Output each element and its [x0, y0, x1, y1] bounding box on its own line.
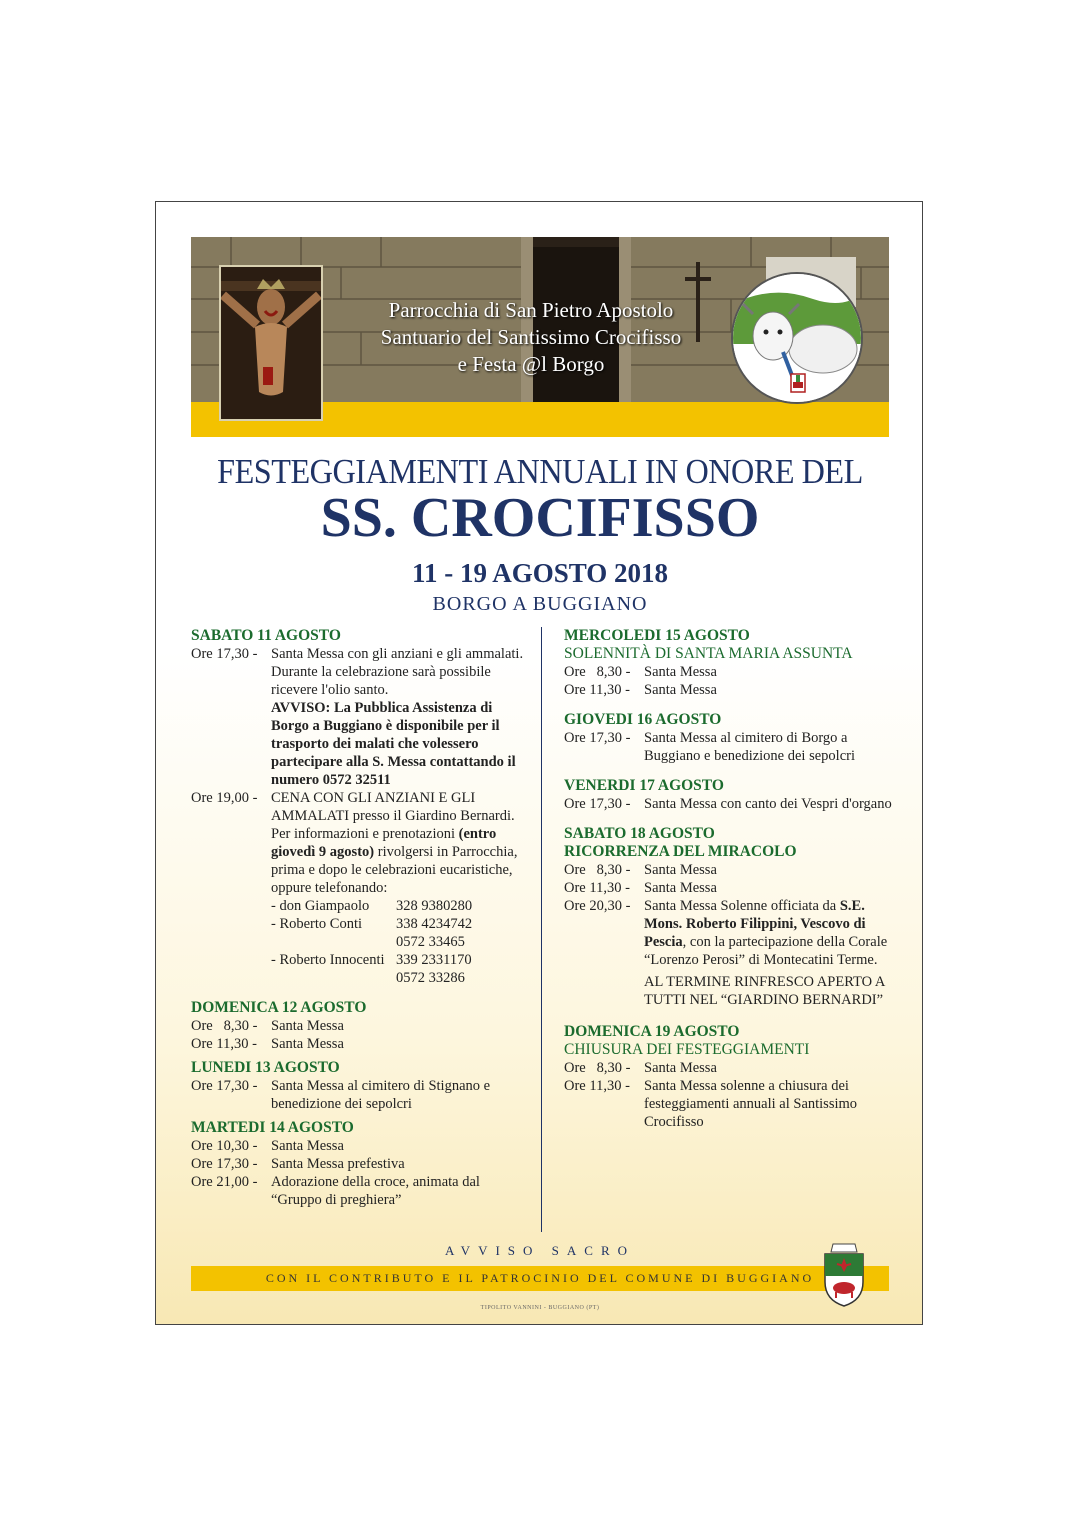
day-heading-ven17: VENERDI 17 AGOSTO — [564, 777, 724, 794]
schedule-time: Ore 8,30 - — [564, 1060, 635, 1076]
schedule-desc: Santa Messa — [644, 862, 717, 878]
schedule-item — [191, 1173, 531, 1209]
header-line1: Parrocchia di San Pietro Apostolo — [388, 298, 674, 322]
contact-phone: 328 9380280 — [396, 898, 473, 914]
desc-part: Santa Messa Solenne officiata da — [644, 898, 840, 914]
schedule-item — [564, 1077, 894, 1131]
header-line2: Santuario del Santissimo Crocifisso — [380, 325, 682, 349]
schedule-time: Ore 11,30 - — [564, 880, 634, 896]
schedule-desc — [271, 789, 531, 897]
poster — [155, 201, 923, 1325]
contact-row — [191, 915, 531, 933]
desc-bishop: S.E. Mons. Roberto Filippini, Vescovo di Pescia — [644, 898, 866, 950]
schedule-time: Ore 8,30 - — [564, 664, 635, 680]
schedule-item — [191, 1035, 531, 1053]
day-heading-dom12: DOMENICA 12 AGOSTO — [191, 999, 367, 1016]
contact-name-empty — [271, 969, 396, 987]
schedule-item — [564, 861, 894, 879]
column-divider — [541, 627, 542, 1232]
schedule-desc: Santa Messa — [271, 1138, 344, 1154]
schedule-item — [191, 645, 531, 699]
schedule-item — [564, 729, 894, 765]
schedule-desc: Santa Messa — [271, 1018, 344, 1034]
title-main: SS. CROCIFISSO — [320, 487, 760, 549]
title-line1: FESTEGGIAMENTI ANNUALI IN ONORE DEL — [217, 452, 863, 491]
reception-notice: AL TERMINE RINFRESCO APERTO A TUTTI NEL “GIARDINO BERNARDI” — [644, 974, 885, 1008]
schedule-time: Ore 17,30 - — [191, 1078, 262, 1094]
schedule-item — [564, 663, 894, 681]
schedule-item — [564, 897, 894, 969]
crucifix-photo — [219, 265, 323, 421]
schedule-item — [191, 1137, 531, 1155]
schedule-time: Ore 20,30 - — [564, 898, 635, 914]
schedule-item — [564, 681, 894, 699]
schedule-time: Ore 17,30 - — [564, 730, 635, 746]
schedule-item — [191, 1017, 531, 1035]
schedule-time: Ore 17,30 - — [191, 646, 262, 662]
printer-credit: TIPOLITO VANNINI - BUGGIANO (PT) — [480, 1305, 600, 1311]
contact-phone: 0572 33465 — [396, 934, 465, 950]
contact-row — [191, 933, 531, 951]
festa-logo — [731, 272, 863, 404]
schedule-desc: Adorazione della croce, animata dal “Gruppo di preghiera” — [271, 1174, 480, 1208]
contact-phone: 339 2331170 — [396, 952, 472, 968]
schedule-desc: Santa Messa con gli anziani e gli ammalati. Durante la celebrazione sarà possibile ricevere l'olio santo. — [271, 646, 524, 698]
day-heading-sab18: SABATO 18 AGOSTO — [564, 825, 715, 842]
schedule-desc: Santa Messa con canto dei Vespri d'organo — [644, 796, 892, 812]
desc-part: rivolgersi in Parrocchia, prima e dopo le celebrazioni eucaristiche, oppure telefonando: — [271, 844, 518, 896]
schedule-desc: Santa Messa al cimitero di Stignano e benedizione dei sepolcri — [271, 1078, 491, 1112]
contact-phone: 0572 33286 — [396, 970, 465, 986]
header-line3: e Festa @l Borgo — [457, 352, 605, 376]
header-banner — [191, 237, 889, 437]
schedule-time: Ore 11,30 - — [564, 682, 634, 698]
day-subheading: RICORRENZA DEL MIRACOLO — [564, 843, 797, 860]
contact-row — [191, 951, 531, 969]
avviso-sacro: AVVISO SACRO — [444, 1243, 636, 1258]
schedule-desc: Santa Messa solenne a chiusura dei festeggiamenti annuali al Santissimo Crocifisso — [644, 1078, 858, 1130]
program-right-column — [564, 627, 894, 1131]
day-heading-mer15: MERCOLEDI 15 AGOSTO — [564, 627, 750, 644]
desc-deadline: (entro giovedì 9 agosto) — [271, 826, 497, 860]
schedule-item — [564, 879, 894, 897]
event-place: BORGO A BUGGIANO — [432, 593, 648, 615]
contact-row — [191, 969, 531, 987]
desc-part: CENA CON GLI ANZIANI E GLI AMMALATI presso il Giardino Bernardi. Per informazioni e prenotazioni — [271, 790, 515, 842]
schedule-desc: Santa Messa — [644, 682, 717, 698]
schedule-time: Ore 8,30 - — [564, 862, 635, 878]
contact-row — [191, 897, 531, 915]
schedule-item — [191, 1077, 531, 1113]
program-left-column — [191, 627, 531, 1209]
event-dates: 11 - 19 AGOSTO 2018 — [411, 558, 669, 588]
day-heading-mar14: MARTEDI 14 AGOSTO — [191, 1119, 354, 1136]
schedule-time: Ore 21,00 - — [191, 1174, 262, 1190]
schedule-time: Ore 17,30 - — [191, 1156, 262, 1172]
contact-name-empty — [271, 933, 396, 951]
schedule-item — [191, 1155, 531, 1173]
schedule-time: Ore 8,30 - — [191, 1018, 262, 1034]
schedule-item — [564, 1059, 894, 1077]
contact-phone: 338 4234742 — [396, 916, 473, 932]
day-subheading: CHIUSURA DEI FESTEGGIAMENTI — [564, 1041, 810, 1058]
contact-name: - Roberto Innocenti — [271, 952, 385, 968]
day-heading-lun13: LUNEDI 13 AGOSTO — [191, 1059, 340, 1076]
schedule-desc: Santa Messa prefestiva — [271, 1156, 405, 1172]
transport-notice: AVVISO: La Pubblica Assistenza di Borgo a Buggiano è disponibile per il trasporto dei malati che volessero partecipare alla S. Messa contattando il numero 0572 32511 — [271, 700, 516, 788]
parish-header-text — [341, 297, 721, 378]
day-heading-gio16: GIOVEDI 16 AGOSTO — [564, 711, 722, 728]
contact-name: - don Giampaolo — [271, 898, 370, 914]
day-subheading: SOLENNITÀ DI SANTA MARIA ASSUNTA — [564, 645, 853, 662]
schedule-time: Ore 17,30 - — [564, 796, 635, 812]
schedule-time: Ore 11,30 - — [191, 1036, 261, 1052]
municipal-coat-of-arms-icon — [819, 1242, 869, 1308]
schedule-time: Ore 19,00 - — [191, 790, 262, 806]
schedule-desc: Santa Messa al cimitero di Borgo a Buggiano e benedizione dei sepolcri — [644, 730, 855, 764]
schedule-desc: Santa Messa — [644, 664, 717, 680]
schedule-item — [564, 795, 894, 813]
desc-part: , con la partecipazione della Corale “Lorenzo Perosi” di Montecatini Terme. — [644, 934, 888, 968]
schedule-desc: Santa Messa — [644, 880, 717, 896]
schedule-desc: Santa Messa — [271, 1036, 344, 1052]
day-heading-dom19: DOMENICA 19 AGOSTO — [564, 1023, 740, 1040]
schedule-time: Ore 10,30 - — [191, 1138, 262, 1154]
schedule-desc — [644, 897, 894, 969]
sponsor-bar: CON IL CONTRIBUTO E IL PATROCINIO DEL COMUNE DI BUGGIANO — [191, 1266, 889, 1291]
schedule-item — [191, 789, 531, 897]
schedule-time: Ore 11,30 - — [564, 1078, 634, 1094]
schedule-desc: Santa Messa — [644, 1060, 717, 1076]
contact-name: - Roberto Conti — [271, 916, 363, 932]
day-heading-sab11: SABATO 11 AGOSTO — [191, 627, 341, 644]
